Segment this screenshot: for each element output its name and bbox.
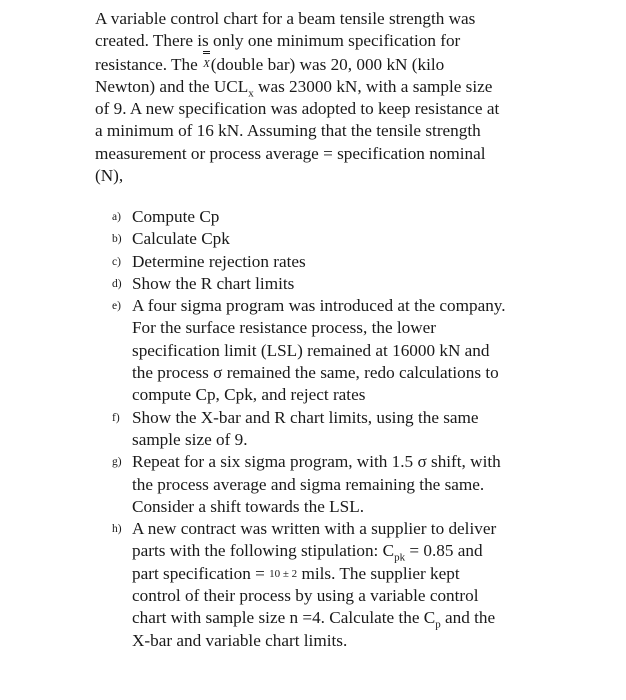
item-line: A four sigma program was introduced at the company.	[132, 296, 506, 316]
item-line: Consider a shift towards the LSL.	[132, 496, 364, 516]
question-item-e	[112, 295, 572, 406]
question-list	[112, 206, 572, 652]
intro-text: Newton) and the UCL	[95, 76, 249, 96]
item-line: specification limit (LSL) remained at 16000 kN and	[132, 340, 490, 360]
spec-tolerance: 10 ± 2	[269, 567, 298, 580]
item-line	[132, 563, 572, 585]
question-item-c	[112, 251, 572, 273]
intro-text: resistance. The	[95, 54, 198, 74]
item-line	[132, 540, 572, 562]
item-marker: b)	[112, 233, 122, 246]
item-marker: c)	[112, 255, 121, 268]
item-line: control of their process by using a variable control	[132, 586, 479, 606]
question-item-g	[112, 451, 572, 518]
item-line: For the surface resistance process, the lower	[132, 318, 437, 338]
item-marker: f)	[112, 411, 120, 424]
cpk-subscript: pk	[394, 551, 406, 564]
intro-line: a minimum of 16 kN. Assuming that the tensile strength	[95, 121, 481, 141]
question-item-a	[112, 206, 572, 228]
question-item-d	[112, 273, 572, 295]
intro-text: (double bar) was 20, 000 kN (kilo	[210, 54, 445, 74]
problem-statement	[95, 8, 575, 187]
item-line: Calculate Cpk	[132, 229, 230, 249]
cp-subscript: p	[435, 618, 441, 631]
item-line: Repeat for a six sigma program, with 1.5 σ shift, with	[132, 452, 501, 472]
item-text: chart with sample size n =4. Calculate the C	[132, 608, 436, 628]
item-line: compute Cp, Cpk, and reject rates	[132, 385, 366, 405]
item-line: Show the X-bar and R chart limits, using the same	[132, 407, 479, 427]
item-text: = 0.85 and	[405, 541, 483, 561]
item-marker: g)	[112, 456, 122, 469]
item-line: Determine rejection rates	[132, 251, 306, 271]
item-line: A new contract was written with a supplier to deliver	[132, 519, 497, 539]
intro-line: of 9. A new specification was adopted to keep resistance at	[95, 99, 500, 119]
item-line: Show the R chart limits	[132, 273, 295, 293]
ucl-subscript: x	[248, 87, 254, 100]
item-marker: e)	[112, 300, 121, 313]
question-item-h	[112, 518, 572, 652]
item-marker: a)	[112, 211, 121, 223]
item-marker: h)	[112, 523, 122, 536]
intro-line: measurement or process average = specification nominal	[95, 143, 486, 163]
intro-line: (N),	[95, 166, 124, 186]
intro-line: created. There is only one minimum specification for	[95, 31, 461, 51]
intro-line	[95, 76, 575, 98]
intro-line: A variable control chart for a beam tensile strength was	[95, 9, 476, 28]
question-item-b	[112, 228, 572, 250]
item-text: mils. The supplier kept	[297, 563, 460, 583]
item-text: part specification =	[132, 563, 270, 583]
item-text: parts with the following stipulation: C	[132, 541, 395, 561]
question-item-f	[112, 407, 572, 452]
item-line	[132, 607, 572, 629]
item-text: and the	[440, 608, 496, 628]
x-double-bar-symbol: X	[202, 53, 211, 75]
item-marker: d)	[112, 277, 122, 290]
intro-text: was 23000 kN, with a sample size	[253, 76, 493, 96]
item-line: sample size of 9.	[132, 429, 248, 449]
intro-line	[95, 53, 575, 76]
item-line: Compute Cp	[132, 207, 220, 226]
item-line: the process σ remained the same, redo calculations to	[132, 363, 499, 383]
item-line: X-bar and variable chart limits.	[132, 630, 348, 650]
item-line: the process average and sigma remaining the same.	[132, 474, 485, 494]
